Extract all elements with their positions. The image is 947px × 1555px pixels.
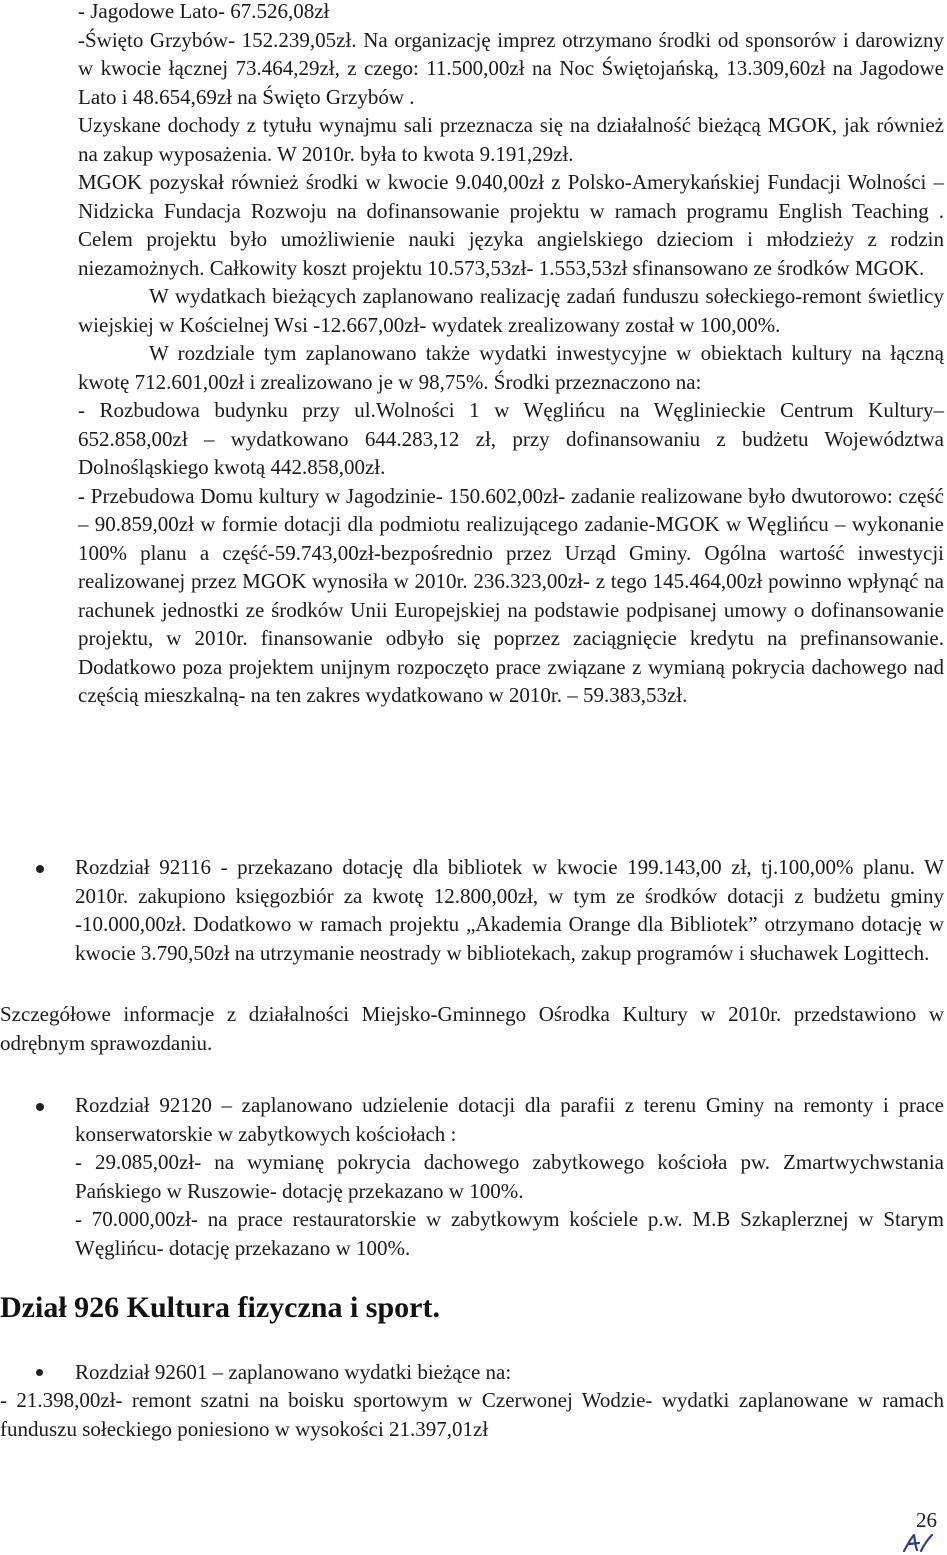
paragraph-jagodzin-culture-house: - Przebudowa Domu kultury w Jagodzinie- 150.602,00zł- zadanie realizowane było dwutorowo: część – 90.859,00zł w formie dotacji dla podmiotu realizującego zadanie-MGOK w Węglińcu – wykonanie 100% planu a część-59.743,00zł-bezpośrednio przez Urząd Gminy. Ogólna wartość inwestycji realizowanej przez MGOK wynosiła w 2010r. 236.323,00zł- z tego 145.464,00zł powinno wpłynąć na rachunek jednostki ze środków Unii Europejskiej na podstawie podpisanej umowy o dofinansowanie projektu, w 2010r. finansowanie odbyło się poprzez zaciągnięcie kredytu na prefinansowanie. Dodatkowo poza projektem unijnym rozpoczęto prace związane z wymianą pokrycia dachowego nad częścią mieszkalną- na ten zakres wydatkowano w 2010r. – 59.383,53zł.: [78, 483, 944, 707]
paragraph-investment-expenses: W rozdziale tym zaplanowano także wydatki inwestycyjne w obiektach kultury na łączną kwotę 712.601,00zł i zrealizowano je w 98,75%. Środki przeznaczono na:: [78, 341, 944, 394]
bullet-text-92116: Rozdział 92116 - przekazano dotację dla bibliotek w kwocie 199.143,00 zł, tj.100,00% planu. W 2010r. zakupiono księgozbiór za kwotę 12.800,00zł, w tym ze środków dotacji z budżetu gminy -10.000,00zł. Dodatkowo w ramach projektu „Akademia Orange dla Bibliotek” otrzymano dotację w kwocie 3.790,50zł na utrzymanie neostrady w bibliotekach, zakup programów i słuchawek Logittech.: [75, 855, 944, 965]
page-number: 26: [916, 1508, 937, 1532]
bullet-icon: [36, 1103, 44, 1111]
paragraph-swieto-grzybow: -Święto Grzybów- 152.239,05zł. Na organizację imprez otrzymano środki od sponsorów i darowizny w kwocie łącznej 73.464,29zł, z czego: 11.500,00zł na Noc Świętojańską, 13.309,60zł na Jagodowe Lato i 48.654,69zł na Święto Grzybów .: [78, 27, 944, 109]
list-item: [0, 853, 944, 967]
closing-paragraph: [0, 1386, 944, 1443]
bullet-rozdzial-92601: [0, 1358, 944, 1387]
report-note-text: Szczegółowe informacje z działalności Miejsko-Gminnego Ośrodka Kultury w 2010r. przedstawiono w odrębnym sprawozdaniu.: [0, 1002, 944, 1055]
top-section: [78, 0, 944, 710]
bullet-subitem-ruszow: - 29.085,00zł- na wymianę pokrycia dachowego zabytkowego kościoła pw. Zmartwychwstania Pańskiego w Ruszowie- dotację przekazano w 100%.: [75, 1150, 944, 1203]
bullet-icon: [36, 1369, 43, 1376]
bullet-rozdzial-92120: [0, 1091, 944, 1262]
paragraph-jagodowe-lato: - Jagodowe Lato- 67.526,08zł: [78, 0, 330, 23]
paragraph-wolnosci-building: - Rozbudowa budynku przy ul.Wolności 1 w Węglińcu na Węglinieckie Centrum Kultury– 652.858,00zł – wydatkowano 644.283,12 zł, przy dofinansowaniu z budżetu Województwa Dolnośląskiego kwotą 442.858,00zł.: [78, 398, 944, 479]
closing-paragraph-text: - 21.398,00zł- remont szatni na boisku sportowym w Czerwonej Wodzie- wydatki zaplanowane w ramach funduszu sołeckiego poniesiono w wysokości 21.397,01zł: [0, 1388, 944, 1441]
section-heading-dzial-926: Dział 926 Kultura fizyczna i sport.: [0, 1291, 440, 1324]
handwritten-initials-icon: [901, 1532, 935, 1554]
list-item: [0, 1091, 944, 1262]
bullet-text-92601: Rozdział 92601 – zaplanowano wydatki bieżące na:: [75, 1360, 512, 1384]
bullet-rozdzial-92116: [0, 853, 944, 967]
bullet-subitem-stary-weglinec: - 70.000,00zł- na prace restauratorskie w zabytkowym kościele p.w. M.B Szkaplerznej w Starym Węglińcu- dotację przekazano w 100%.: [75, 1207, 944, 1260]
bullet-text-92120: Rozdział 92120 – zaplanowano udzielenie dotacji dla parafii z terenu Gminy na remonty i prace konserwatorskie w zabytkowych kościołach :: [75, 1093, 944, 1146]
paragraph-village-fund: W wydatkach bieżących zaplanowano realizację zadań funduszu sołeckiego-remont świetlicy wiejskiej w Kościelnej Wsi -12.667,00zł- wydatek zrealizowany został w 100,00%.: [78, 284, 944, 337]
report-note: [0, 1000, 944, 1057]
bullet-icon: [36, 865, 44, 873]
paragraph-rental-income: Uzyskane dochody z tytułu wynajmu sali przeznacza się na działalność bieżącą MGOK, jak również na zakup wyposażenia. W 2010r. była to kwota 9.191,29zł.: [78, 113, 944, 166]
list-item: [0, 1358, 944, 1387]
paragraph-english-teaching: MGOK pozyskał również środki w kwocie 9.040,00zł z Polsko-Amerykańskiej Fundacji Wolności – Nidzicka Fundacja Rozwoju na dofinansowanie projektu w ramach programu English Teaching . Celem projektu było umożliwienie nauki języka angielskiego dzieciom i młodzieży z rodzin niezamożnych. Całkowity koszt projektu 10.573,53zł- 1.553,53zł sfinansowano ze środków MGOK.: [78, 170, 944, 280]
